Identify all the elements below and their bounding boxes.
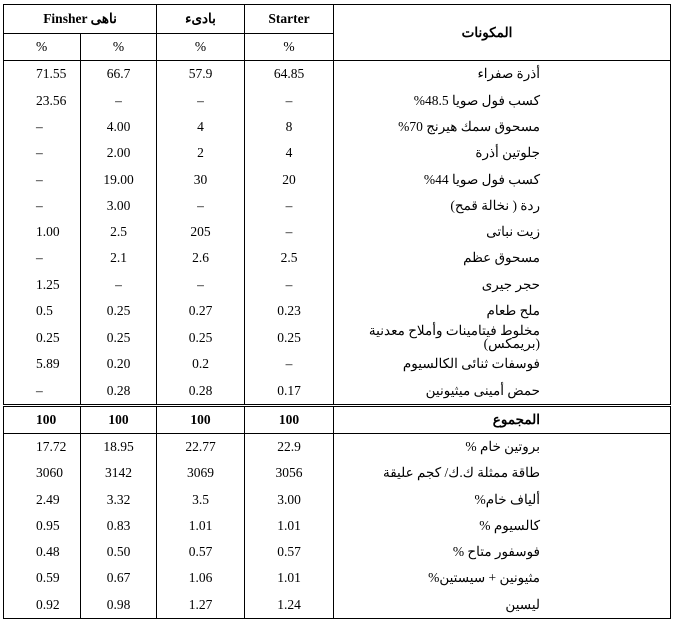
value-cell: 0.50 bbox=[81, 539, 157, 565]
value-cell: 0.25 bbox=[4, 324, 81, 351]
value-cell: 2.1 bbox=[81, 245, 157, 271]
ingredient-name: حجر جيرى bbox=[334, 271, 671, 297]
value-cell: 5.89 bbox=[4, 351, 81, 377]
ingredient-row bbox=[4, 377, 671, 405]
value-cell: 3069 bbox=[157, 460, 245, 486]
value-cell: 0.57 bbox=[157, 539, 245, 565]
ingredient-row bbox=[4, 61, 671, 88]
value-cell: – bbox=[4, 377, 81, 405]
analysis-name: ليسين bbox=[334, 591, 671, 618]
grower-header: بادىء bbox=[157, 5, 245, 34]
ingredient-row bbox=[4, 351, 671, 377]
value-cell: 2.6 bbox=[157, 245, 245, 271]
value-cell: – bbox=[4, 140, 81, 166]
total-label: المجموع bbox=[334, 405, 671, 433]
value-cell: 17.72 bbox=[4, 433, 81, 460]
ingredient-row bbox=[4, 166, 671, 192]
ingredient-row bbox=[4, 271, 671, 297]
analysis-name: كالسيوم % bbox=[334, 512, 671, 538]
analysis-row bbox=[4, 565, 671, 591]
analysis-name: مثيونين + سيستين% bbox=[334, 565, 671, 591]
value-cell: 0.23 bbox=[245, 298, 334, 324]
value-cell: 1.27 bbox=[157, 591, 245, 618]
value-cell: – bbox=[4, 166, 81, 192]
value-cell: 0.98 bbox=[81, 591, 157, 618]
value-cell: 2.00 bbox=[81, 140, 157, 166]
total-value: 100 bbox=[157, 405, 245, 433]
value-cell: 20 bbox=[245, 166, 334, 192]
value-cell: 4 bbox=[245, 140, 334, 166]
percent-cell: % bbox=[157, 34, 245, 61]
value-cell: – bbox=[245, 219, 334, 245]
value-cell: – bbox=[157, 271, 245, 297]
ingredient-row bbox=[4, 192, 671, 218]
total-value: 100 bbox=[81, 405, 157, 433]
ingredient-name: مسحوق سمك هيرنج 70% bbox=[334, 114, 671, 140]
value-cell: 0.48 bbox=[4, 539, 81, 565]
value-cell: 1.01 bbox=[245, 512, 334, 538]
header-row bbox=[4, 5, 671, 34]
ingredient-row bbox=[4, 298, 671, 324]
total-value: 100 bbox=[4, 405, 81, 433]
analysis-name: ألياف خام% bbox=[334, 486, 671, 512]
value-cell: 3.00 bbox=[245, 486, 334, 512]
value-cell: 23.56 bbox=[4, 87, 81, 113]
value-cell: 22.9 bbox=[245, 433, 334, 460]
value-cell: – bbox=[81, 271, 157, 297]
ingredient-name: زيت نباتى bbox=[334, 219, 671, 245]
ingredient-row bbox=[4, 87, 671, 113]
value-cell: 30 bbox=[157, 166, 245, 192]
value-cell: 2.49 bbox=[4, 486, 81, 512]
percent-cell: % bbox=[81, 34, 157, 61]
ingredients-header: المكونات bbox=[334, 5, 671, 61]
value-cell: – bbox=[4, 192, 81, 218]
total-row bbox=[4, 405, 671, 433]
value-cell: 1.01 bbox=[245, 565, 334, 591]
value-cell: 3.32 bbox=[81, 486, 157, 512]
value-cell: 4 bbox=[157, 114, 245, 140]
analysis-row bbox=[4, 433, 671, 460]
value-cell: 0.25 bbox=[245, 324, 334, 351]
ingredient-name: مخلوط فيتامينات وأملاح معدنية (بريمكس) bbox=[334, 324, 671, 351]
value-cell: 3060 bbox=[4, 460, 81, 486]
value-cell: 2 bbox=[157, 140, 245, 166]
analysis-row bbox=[4, 512, 671, 538]
value-cell: 0.25 bbox=[81, 324, 157, 351]
value-cell: 18.95 bbox=[81, 433, 157, 460]
ingredient-name: فوسفات ثنائى الكالسيوم bbox=[334, 351, 671, 377]
value-cell: 1.00 bbox=[4, 219, 81, 245]
total-value: 100 bbox=[245, 405, 334, 433]
value-cell: – bbox=[157, 87, 245, 113]
analysis-name: طاقة ممثلة ك.ك/ كجم عليقة bbox=[334, 460, 671, 486]
value-cell: 3142 bbox=[81, 460, 157, 486]
value-cell: 0.27 bbox=[157, 298, 245, 324]
analysis-name: بروتين خام % bbox=[334, 433, 671, 460]
ingredient-name: حمض أمينى ميثيونين bbox=[334, 377, 671, 405]
value-cell: 64.85 bbox=[245, 61, 334, 88]
value-cell: 3.00 bbox=[81, 192, 157, 218]
value-cell: 0.5 bbox=[4, 298, 81, 324]
finisher-header: Finsher ناهى bbox=[4, 5, 157, 34]
value-cell: 0.57 bbox=[245, 539, 334, 565]
value-cell: 2.5 bbox=[81, 219, 157, 245]
value-cell: – bbox=[245, 192, 334, 218]
value-cell: 0.83 bbox=[81, 512, 157, 538]
value-cell: – bbox=[245, 271, 334, 297]
value-cell: – bbox=[157, 192, 245, 218]
value-cell: – bbox=[245, 87, 334, 113]
ingredient-name: مسحوق عظم bbox=[334, 245, 671, 271]
ingredient-name: ردة ( نخالة قمح) bbox=[334, 192, 671, 218]
feed-composition-table bbox=[3, 4, 671, 619]
analysis-row bbox=[4, 539, 671, 565]
value-cell: 0.17 bbox=[245, 377, 334, 405]
ingredient-name: ملح طعام bbox=[334, 298, 671, 324]
starter-header: Starter bbox=[245, 5, 334, 34]
ingredient-name: كسب فول صويا 48.5% bbox=[334, 87, 671, 113]
analysis-row bbox=[4, 591, 671, 618]
value-cell: 19.00 bbox=[81, 166, 157, 192]
value-cell: 0.67 bbox=[81, 565, 157, 591]
value-cell: 0.28 bbox=[157, 377, 245, 405]
ingredient-row bbox=[4, 114, 671, 140]
ingredient-row bbox=[4, 219, 671, 245]
value-cell: – bbox=[4, 114, 81, 140]
value-cell: 22.77 bbox=[157, 433, 245, 460]
value-cell: 1.01 bbox=[157, 512, 245, 538]
value-cell: 0.20 bbox=[81, 351, 157, 377]
value-cell: 3056 bbox=[245, 460, 334, 486]
value-cell: 8 bbox=[245, 114, 334, 140]
value-cell: 0.28 bbox=[81, 377, 157, 405]
value-cell: 57.9 bbox=[157, 61, 245, 88]
value-cell: 0.25 bbox=[157, 324, 245, 351]
percent-cell: % bbox=[4, 34, 81, 61]
value-cell: 71.55 bbox=[4, 61, 81, 88]
value-cell: 0.92 bbox=[4, 591, 81, 618]
ingredient-row bbox=[4, 245, 671, 271]
value-cell: 205 bbox=[157, 219, 245, 245]
value-cell: 4.00 bbox=[81, 114, 157, 140]
ingredient-name: جلوتين أذرة bbox=[334, 140, 671, 166]
value-cell: 66.7 bbox=[81, 61, 157, 88]
ingredient-name: أذرة صفراء bbox=[334, 61, 671, 88]
value-cell: – bbox=[4, 245, 81, 271]
percent-cell: % bbox=[245, 34, 334, 61]
ingredient-name: كسب فول صويا 44% bbox=[334, 166, 671, 192]
value-cell: 1.24 bbox=[245, 591, 334, 618]
analysis-row bbox=[4, 486, 671, 512]
value-cell: 1.06 bbox=[157, 565, 245, 591]
value-cell: 1.25 bbox=[4, 271, 81, 297]
value-cell: – bbox=[245, 351, 334, 377]
analysis-row bbox=[4, 460, 671, 486]
value-cell: – bbox=[81, 87, 157, 113]
value-cell: 2.5 bbox=[245, 245, 334, 271]
ingredient-row bbox=[4, 324, 671, 351]
value-cell: 0.95 bbox=[4, 512, 81, 538]
value-cell: 0.2 bbox=[157, 351, 245, 377]
value-cell: 0.59 bbox=[4, 565, 81, 591]
value-cell: 0.25 bbox=[81, 298, 157, 324]
value-cell: 3.5 bbox=[157, 486, 245, 512]
analysis-name: فوسفور متاح % bbox=[334, 539, 671, 565]
ingredient-row bbox=[4, 140, 671, 166]
